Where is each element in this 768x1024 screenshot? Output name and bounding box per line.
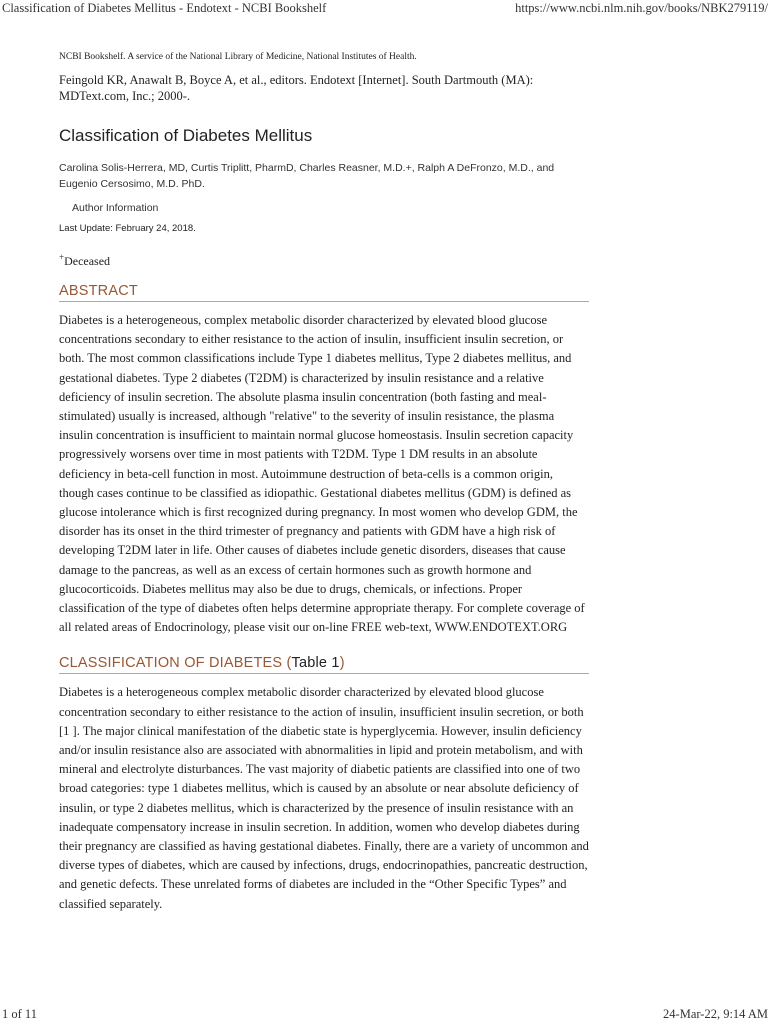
bookshelf-service-line: NCBI Bookshelf. A service of the National Library of Medicine, National Institutes of Health. <box>59 52 417 62</box>
deceased-mark: + <box>59 252 65 262</box>
page-number: 1 of 11 <box>2 1007 37 1021</box>
classification-heading-close: ) <box>339 655 345 672</box>
abstract-heading: ABSTRACT <box>59 283 589 302</box>
document-body <box>59 52 589 932</box>
classification-heading <box>59 655 589 674</box>
print-header-url: https://www.ncbi.nlm.nih.gov/books/NBK279119/ <box>515 1 768 15</box>
citation: Feingold KR, Anawalt B, Boyce A, et al., editors. Endotext [Internet]. South Dartmouth (MA): MDText.com, Inc.; 2000-. <box>59 73 534 103</box>
print-header-title: Classification of Diabetes Mellitus - Endotext - NCBI Bookshelf <box>2 1 327 15</box>
deceased-note <box>59 252 589 269</box>
deceased-text: Deceased <box>64 254 111 268</box>
page-title: Classification of Diabetes Mellitus <box>59 126 313 145</box>
classification-heading-text: CLASSIFICATION OF DIABETES ( <box>59 655 292 672</box>
last-update: Last Update: February 24, 2018. <box>59 223 196 234</box>
classification-text: Diabetes is a heterogeneous complex metabolic disorder characterized by elevated blood glucose concentration secondary to either resistance to the action of insulin, insufficient insulin secretion, or both [1 ]. The major clinical manifestation of the diabetic state is hyperglycemia. However, insulin deficiency and/or insulin resistance also are associated with abnormalities in lipid and protein metabolism, and with mineral and electrolyte disturbances. The vast majority of diabetic patients are classified into one of two broad categories: type 1 diabetes mellitus, which is caused by an absolute or near absolute deficiency of insulin, or type 2 diabetes mellitus, which is characterized by the presence of insulin resistance with an inadequate compensatory increase in insulin secretion. In addition, women who develop diabetes during their pregnancy are classified as having gestational diabetes. Finally, there are a variety of uncommon and diverse types of diabetes, which are caused by infections, drugs, endocrinopathies, pancreatic destruction, and genetic defects. These unrelated forms of diabetes are included in the “Other Specific Types” and classified separately. <box>59 685 589 911</box>
abstract-text: Diabetes is a heterogeneous, complex metabolic disorder characterized by elevated blood glucose concentrations secondary to either resistance to the action of insulin, insufficient insulin secretion, or both. The most common classifications include Type 1 diabetes mellitus, Type 2 diabetes mellitus, and gestational diabetes. Type 2 diabetes (T2DM) is characterized by insulin resistance and a relative deficiency of insulin secretion. The absolute plasma insulin concentration (both fasting and meal-stimulated) usually is increased, although "relative" to the severity of insulin resistance, the plasma insulin concentration is insufficient to maintain normal glucose homeostasis. Insulin secretion capacity progressively worsens over time in most patients with T2DM. Type 1 DM results in an absolute deficiency in beta-cell function in most. Autoimmune destruction of beta-cells is a common origin, though cases continue to be classified as idiopathic. Gestational diabetes mellitus (GDM) is defined as glucose intolerance which is first recognized during pregnancy. In most women who develop GDM, the disorder has its onset in the third trimester of pregnancy and patients with GDM have a high risk of developing T2DM later in life. Other causes of diabetes include genetic disorders, diseases that cause damage to the pancreas, as well as an excess of certain hormones such as growth hormone and glucocorticoids. Diabetes mellitus may also be due to drugs, chemicals, or infections. Proper classification of the type of diabetes often helps determine appropriate therapy. For complete coverage of all related areas of Endocrinology, please visit our on-line FREE web-text, WWW.ENDOTEXT.ORG <box>59 313 585 635</box>
print-date: 24-Mar-22, 9:14 AM <box>663 1007 768 1021</box>
author-list: Carolina Solis-Herrera, MD, Curtis Triplitt, PharmD, Charles Reasner, M.D.+, Ralph A DeFronzo, M.D., and Eugenio Cersosimo, M.D. PhD. <box>59 162 555 190</box>
table-1-link[interactable]: Table 1 <box>291 655 340 672</box>
author-information-link[interactable]: Author Information <box>72 202 159 214</box>
